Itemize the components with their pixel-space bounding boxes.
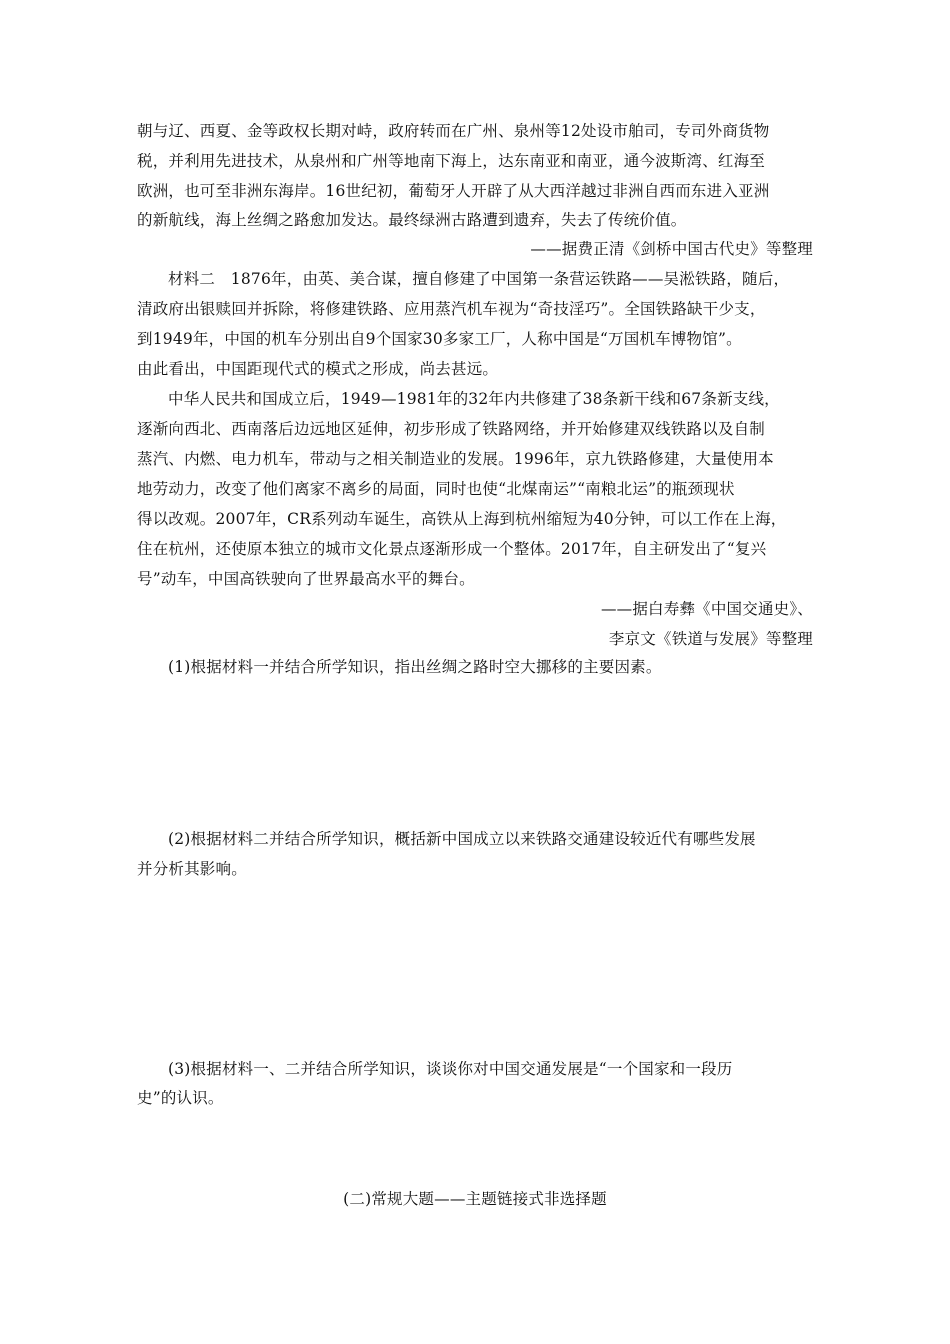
material2-p1-line-2: 清政府出银赎回并拆除，将修建铁路、应用蒸汽机车视为“奇技淫巧”。全国铁路缺干少支， [137,300,766,318]
material2-p1-line-4: 由此看出，中国距现代式的模式之形成，尚去甚远。 [137,360,499,378]
material2-p1-line-1: 材料二 1876年，由英、美合谋，擅自修建了中国第一条营运铁路——吴淞铁路，随后， [168,270,790,288]
material2-p2-line-5: 得以改观。2007年，CR系列动车诞生，高铁从上海到杭州缩短为40分钟，可以工作在上海， [137,510,787,528]
material2-p2-line-7: 号”动车，中国高铁驶向了世界最高水平的舞台。 [137,570,475,588]
question-3-line-2: 史”的认识。 [137,1089,224,1107]
material1-line-2: 税，并利用先进技术，从泉州和广州等地南下海上，达东南亚和南亚，通今波斯湾、红海至 [137,152,766,170]
material2-p2-line-3: 蒸汽、内燃、电力机车，带动与之相关制造业的发展。1996年，京九铁路修建，大量使用本 [137,450,774,468]
material2-source-line-2: 李京文《铁道与发展》等整理 [608,630,813,648]
material2-p2-line-1: 中华人民共和国成立后，1949—1981年的32年内共修建了38条新干线和67条新支线， [168,390,780,408]
question-1: (1)根据材料一并结合所学知识，指出丝绸之路时空大挪移的主要因素。 [168,658,662,676]
material1-source: ——据费正清《剑桥中国古代史》等整理 [530,240,813,258]
section-heading: (二)常规大题——主题链接式非选择题 [343,1190,607,1208]
material1-line-1: 朝与辽、西夏、金等政权长期对峙，政府转而在广州、泉州等12处设市舶司，专司外商货物 [137,122,770,140]
material2-p2-line-2: 逐渐向西北、西南落后边远地区延伸，初步形成了铁路网络，并开始修建双线铁路以及自制 [137,420,766,438]
material2-p2-line-4: 地劳动力，改变了他们离家不离乡的局面，同时也使“北煤南运”“南粮北运”的瓶颈现状 [137,480,735,498]
material2-p2-line-6: 住在杭州，还使原本独立的城市文化景点逐渐形成一个整体。2017年，自主研发出了“复兴 [137,540,767,558]
material1-line-3: 欧洲，也可至非洲东海岸。16世纪初，葡萄牙人开辟了从大西洋越过非洲自西而东进入亚洲 [137,182,770,200]
material2-p1-line-3: 到1949年，中国的机车分别出自9个国家30多家工厂，人称中国是“万国机车博物馆”。 [137,330,742,348]
question-2-line-1: (2)根据材料二并结合所学知识，概括新中国成立以来铁路交通建设较近代有哪些发展 [168,830,756,848]
material2-source-line-1: ——据白寿彝《中国交通史》、 [600,600,813,618]
question-3-line-1: (3)根据材料一、二并结合所学知识，谈谈你对中国交通发展是“一个国家和一段历 [168,1060,733,1078]
material1-line-4: 的新航线，海上丝绸之路愈加发达。最终绿洲古路遭到遗弃，失去了传统价值。 [137,211,687,229]
question-2-line-2: 并分析其影响。 [137,860,247,878]
